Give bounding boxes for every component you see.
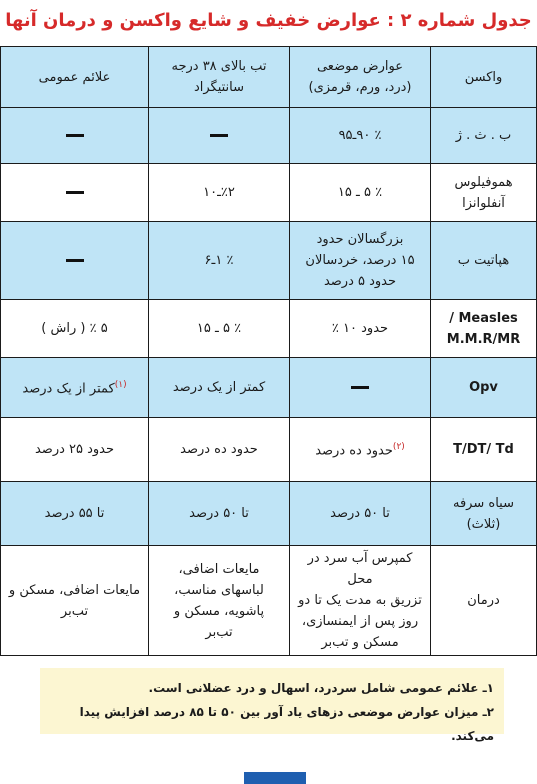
table-row <box>1 300 537 358</box>
cell-vaccine <box>431 300 537 358</box>
cell-local <box>290 358 431 418</box>
page-title: جدول شماره ۲ : عوارض خفیف و شایع واکسن و درمان آنها <box>5 10 532 31</box>
dash-mark <box>351 386 369 389</box>
cell-fever <box>149 164 290 222</box>
cell-vaccine <box>431 358 537 418</box>
cell-local <box>290 300 431 358</box>
cell-local <box>290 546 431 656</box>
table-row <box>1 164 537 222</box>
dash-mark <box>66 191 84 194</box>
table-header-row <box>1 47 537 108</box>
footnote-2: ۲ـ میزان عوارض موضعی دزهای یاد آور بین ۵۰ تا ۸۵ درصد افزایش پیدا می‌کند. <box>79 705 494 743</box>
cell-vaccine <box>431 108 537 164</box>
cell-fever <box>149 482 290 546</box>
cell-local <box>290 108 431 164</box>
footnote-marker: (۱) <box>114 380 127 391</box>
cell-local <box>290 418 431 482</box>
table-row <box>1 108 537 164</box>
cell-text: تا ۵۰ درصد <box>189 506 249 521</box>
cell-vaccine <box>431 546 537 656</box>
cell-text: حدود ۱۰ ٪ <box>331 321 389 336</box>
cell-general <box>1 164 149 222</box>
cell-general <box>1 546 149 656</box>
cell-fever <box>149 358 290 418</box>
cell-text: مایعات اضافی، لباسهای مناسب، پاشویه، مسکن و تب‌بر <box>173 561 265 640</box>
footnote-1: ۱ـ علائم عمومی شامل سردرد، اسهال و درد عضلانی است. <box>148 681 494 695</box>
cell-text: تا ۵۵ درصد <box>44 506 105 521</box>
cell-text: Measles / M.M.R/MR <box>446 310 521 347</box>
cell-text: کمتر از یک درصد <box>172 380 266 395</box>
cell-text: حدود ده درصد <box>180 442 258 457</box>
cell-vaccine <box>431 222 537 300</box>
header-fever: تب بالای ۳۸ درجه سانتیگراد <box>149 47 290 108</box>
cell-text: درمان <box>467 593 500 608</box>
table-row <box>1 482 537 546</box>
table-row <box>1 358 537 418</box>
header-vaccine: واکسن <box>431 47 537 108</box>
cell-text: T/DT/ Td <box>453 442 514 457</box>
table-row <box>1 418 537 482</box>
cell-text: هپاتیت ب <box>457 253 510 268</box>
cell-general <box>1 482 149 546</box>
page-number-box <box>244 772 306 784</box>
cell-text: کمپرس آب سرد در محل تزریق به مدت یک تا دو روز پس از ایمنسازی، مسکن و تب‌بر <box>298 551 422 650</box>
cell-general <box>1 108 149 164</box>
dash-mark <box>66 134 84 137</box>
cell-local <box>290 164 431 222</box>
footnotes-box <box>40 668 504 743</box>
cell-text: بزرگسالان حدود ۱۵ درصد، خردسالان حدود ۵ درصد <box>305 232 415 289</box>
cell-text: ٪ ۵ ـ ۱۵ <box>196 321 242 336</box>
cell-vaccine <box>431 164 537 222</box>
cell-text: ٪ ۵ ـ ۱۵ <box>337 185 383 200</box>
cell-fever <box>149 418 290 482</box>
cell-text: مایعات اضافی، مسکن و تب‌بر <box>8 582 141 619</box>
cell-general <box>1 300 149 358</box>
cell-text: ٪ ۹۰ـ۹۵ <box>338 128 382 143</box>
cell-general <box>1 222 149 300</box>
dash-mark <box>66 259 84 262</box>
cell-text: حدود ده درصد <box>315 443 393 459</box>
cell-fever <box>149 108 290 164</box>
cell-local <box>290 222 431 300</box>
header-general-symptoms: علائم عمومی <box>1 47 149 108</box>
cell-general <box>1 418 149 482</box>
cell-text: هموفیلوس آنفلوانزا <box>454 174 513 211</box>
dash-mark <box>210 134 228 137</box>
cell-text: ٪ ۱ـ۶ <box>204 253 234 268</box>
cell-text: Opv <box>469 380 498 395</box>
cell-vaccine <box>431 418 537 482</box>
cell-fever <box>149 222 290 300</box>
cell-text: ب . ث . ژ <box>455 128 512 143</box>
cell-fever <box>149 300 290 358</box>
cell-vaccine <box>431 482 537 546</box>
header-local-reactions: عوارض موضعی (درد، ورم، قرمزی) <box>290 47 431 108</box>
vaccine-side-effects-table <box>0 46 537 656</box>
cell-fever <box>149 546 290 656</box>
cell-text: تا ۵۰ درصد <box>330 506 390 521</box>
table-row <box>1 222 537 300</box>
cell-text: ۵ ٪ ( راش ) <box>41 321 108 336</box>
cell-text: کمتر از یک درصد <box>22 381 115 397</box>
cell-text: حدود ۲۵ درصد <box>34 442 115 457</box>
cell-text: سیاه سرفه (ثلاث) <box>453 495 514 532</box>
footnote-marker: (۲) <box>392 442 405 453</box>
cell-general <box>1 358 149 418</box>
cell-local <box>290 482 431 546</box>
cell-text: ٪۲ـ۱۰ <box>203 185 235 200</box>
table-row <box>1 546 537 656</box>
